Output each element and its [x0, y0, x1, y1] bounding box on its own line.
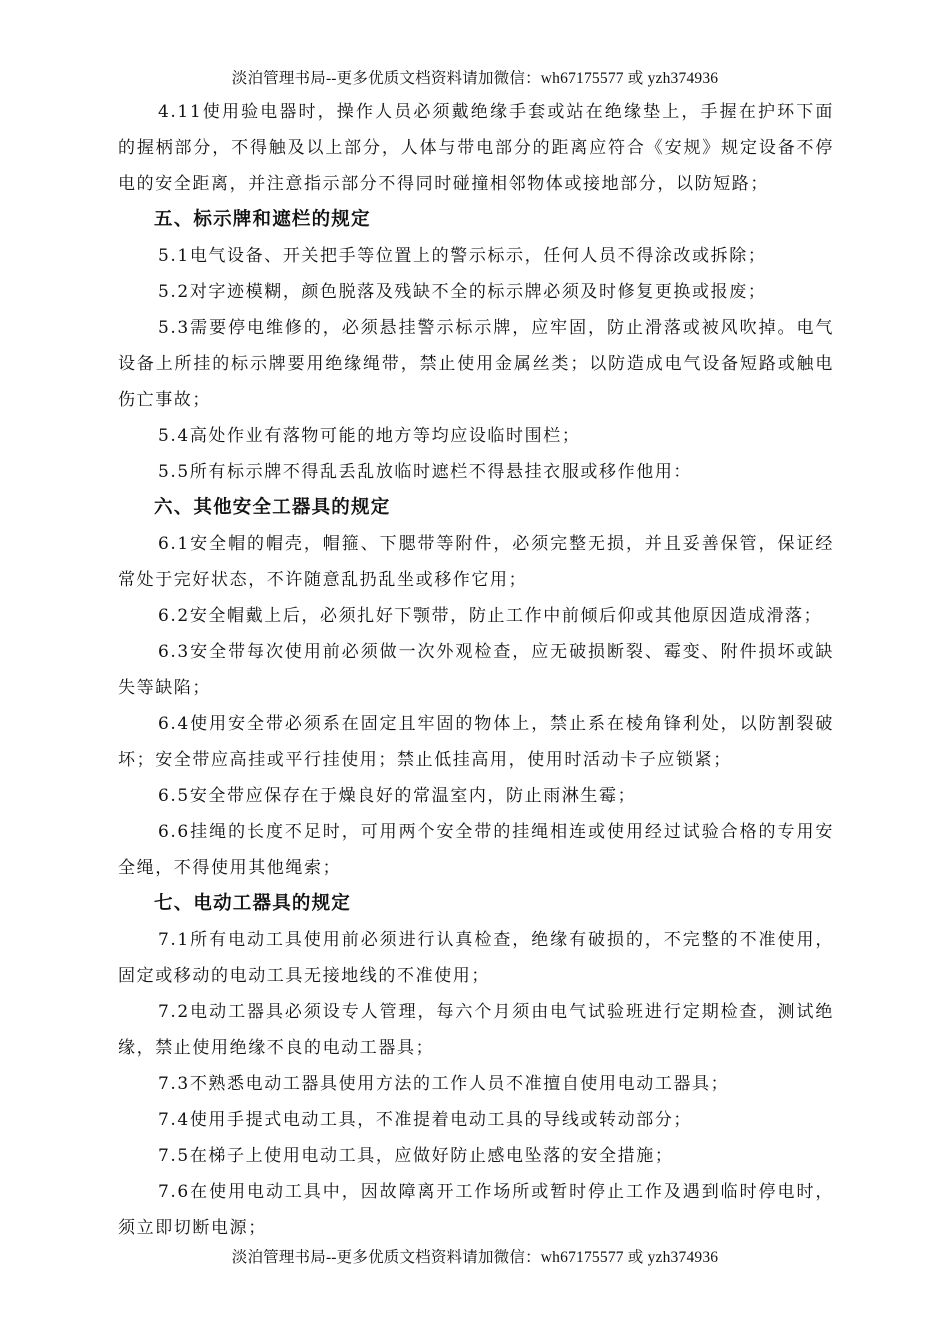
clause-7-3: 7.3不熟悉电动工器具使用方法的工作人员不准擅自使用电动工器具； [158, 1074, 730, 1094]
clause-6-4: 6.4使用安全带必须系在固定且牢固的物体上，禁止系在棱角锋利处，以防割裂破坏；安全带应高挂或平行挂使用；禁止低挂高用，使用时活动卡子应锁紧； [118, 714, 834, 770]
clause-5-2: 5.2对字迹模糊，颜色脱落及残缺不全的标示牌必须及时修复更换或报废； [158, 282, 767, 302]
clause-7-2: 7.2电动工器具必须设专人管理，每六个月须由电气试验班进行定期检查，测试绝缘，禁止使用绝缘不良的电动工器具； [118, 1002, 834, 1058]
clause-7-4: 7.4使用手提式电动工具，不准提着电动工具的导线或转动部分； [158, 1110, 693, 1130]
clause-6-5: 6.5安全带应保存在于燥良好的常温室内，防止雨淋生霉； [158, 786, 637, 806]
clause-6-6: 6.6挂绳的长度不足时，可用两个安全带的挂绳相连或使用经过试验合格的专用安全绳，不得使用其他绳索； [118, 822, 834, 878]
section-heading-6: 六、其他安全工器具的规定 [154, 497, 391, 518]
clause-5-4: 5.4高处作业有落物可能的地方等均应设临时围栏； [158, 426, 581, 446]
clause-5-3: 5.3需要停电维修的，必须悬挂警示标示牌，应牢固，防止滑落或被风吹掉。电气设备上所挂的标示牌要用绝缘绳带，禁止使用金属丝类；以防造成电气设备短路或触电伤亡事故； [118, 318, 834, 410]
clause-4-11: 4.11使用验电器时，操作人员必须戴绝缘手套或站在绝缘垫上，手握在护环下面的握柄部分，不得触及以上部分，人体与带电部分的距离应符合《安规》规定设备不停电的安全距离，并注意指示部分不得同时碰撞相邻物体或接地部分，以防短路； [118, 102, 834, 194]
section-heading-7: 七、电动工器具的规定 [154, 893, 352, 914]
clause-7-5: 7.5在梯子上使用电动工具，应做好防止感电坠落的安全措施； [158, 1146, 674, 1166]
page-footer: 淡泊管理书局--更多优质文档资料请加微信：wh67175577 或 yzh374936 [231, 1249, 719, 1266]
clause-6-3: 6.3安全带每次使用前必须做一次外观检查，应无破损断裂、霉变、附件损坏或缺失等缺陷； [118, 642, 834, 698]
clause-5-5: 5.5所有标示牌不得乱丢乱放临时遮栏不得悬挂衣服或移作他用： [158, 462, 693, 482]
clause-6-2: 6.2安全帽戴上后，必须扎好下颚带，防止工作中前倾后仰或其他原因造成滑落； [158, 606, 823, 626]
page-header: 淡泊管理书局--更多优质文档资料请加微信：wh67175577 或 yzh374936 [231, 70, 719, 87]
document-body [118, 94, 834, 1246]
clause-5-1: 5.1电气设备、开关把手等位置上的警示标示，任何人员不得涂改或拆除； [158, 246, 767, 266]
clause-7-1: 7.1所有电动工具使用前必须进行认真检查，绝缘有破损的，不完整的不准使用，固定或移动的电动工具无接地线的不准使用； [118, 930, 834, 986]
clause-6-1: 6.1安全帽的帽壳，帽箍、下腮带等附件，必须完整无损，并且妥善保管，保证经常处于完好状态，不许随意乱扔乱坐或移作它用； [118, 534, 834, 590]
section-heading-5: 五、标示牌和遮栏的规定 [154, 209, 371, 230]
clause-7-6: 7.6在使用电动工具中，因故障离开工作场所或暂时停止工作及遇到临时停电时，须立即切断电源； [118, 1182, 834, 1238]
